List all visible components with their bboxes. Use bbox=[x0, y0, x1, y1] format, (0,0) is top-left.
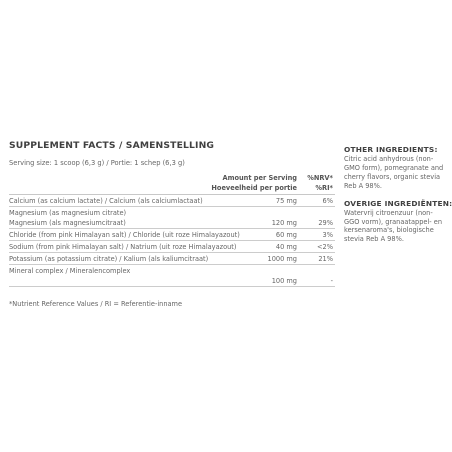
row-name: Mineral complex / Mineralencomplex bbox=[9, 266, 131, 275]
header-nrv: %NRV* bbox=[307, 174, 333, 182]
row-amount: 60 mg bbox=[275, 230, 297, 239]
overige-ingredienten-text: Watervrij citroenzuur (non-GGO vorm), granaatappel- en kersenaroma's, biologische stevia Reb A 98%. bbox=[344, 208, 443, 244]
row-nrv: - bbox=[330, 276, 333, 285]
row-amount: 100 mg bbox=[271, 276, 297, 285]
row-nrv: 29% bbox=[318, 218, 333, 227]
table-header bbox=[9, 172, 335, 195]
row-amount: 75 mg bbox=[275, 196, 297, 205]
serving-size: Serving size: 1 scoop (6,3 g) / Portie: 1 schep (6,3 g) bbox=[9, 159, 185, 167]
table-row bbox=[9, 229, 335, 241]
footnote: *Nutrient Reference Values / RI = Referentie-inname bbox=[9, 300, 183, 308]
row-amount: 120 mg bbox=[271, 218, 297, 227]
row-nrv: 21% bbox=[318, 254, 333, 263]
row-nrv: <2% bbox=[317, 242, 333, 251]
table-row bbox=[9, 207, 335, 229]
row-name: Potassium (as potassium citrate) / Kalium (als kaliumcitraat) bbox=[9, 254, 209, 263]
row-nrv: 3% bbox=[322, 230, 333, 239]
ingredients-panel bbox=[344, 145, 452, 244]
row-name-en: Magnesium (as magnesium citrate) bbox=[9, 208, 127, 217]
row-amount: 1000 mg bbox=[267, 254, 297, 263]
row-name-nl: Magnesium (als magnesiumcitraat) bbox=[9, 218, 126, 227]
row-name: Chloride (from pink Himalayan salt) / Chloride (uit roze Himalayazout) bbox=[9, 230, 240, 239]
panel-title: SUPPLEMENT FACTS / SAMENSTELLING bbox=[9, 140, 215, 151]
row-name: Calcium (as calcium lactate) / Calcium (als calciumlactaat) bbox=[9, 196, 203, 205]
header-amount-nl: Hoeveelheid per portie bbox=[211, 184, 297, 192]
table-row bbox=[9, 195, 335, 207]
other-ingredients-heading: OTHER INGREDIENTS: bbox=[344, 145, 438, 154]
row-amount: 40 mg bbox=[275, 242, 297, 251]
header-ri: %RI* bbox=[315, 184, 333, 192]
row-nrv: 6% bbox=[322, 196, 333, 205]
overige-ingredienten-heading: OVERIGE INGREDIËNTEN: bbox=[344, 198, 452, 208]
table-row bbox=[9, 253, 335, 265]
row-name: Sodium (from pink Himalayan salt) / Natrium (uit roze Himalayazout) bbox=[9, 242, 237, 251]
header-amount-en: Amount per Serving bbox=[222, 174, 297, 182]
supplement-facts-panel bbox=[9, 140, 335, 308]
other-ingredients-text: Citric acid anhydrous (non-GMO form), pomegranate and cherry flavors, organic stevia Reb A 98%. bbox=[344, 155, 444, 190]
table-row bbox=[9, 241, 335, 253]
table-row bbox=[9, 265, 335, 287]
